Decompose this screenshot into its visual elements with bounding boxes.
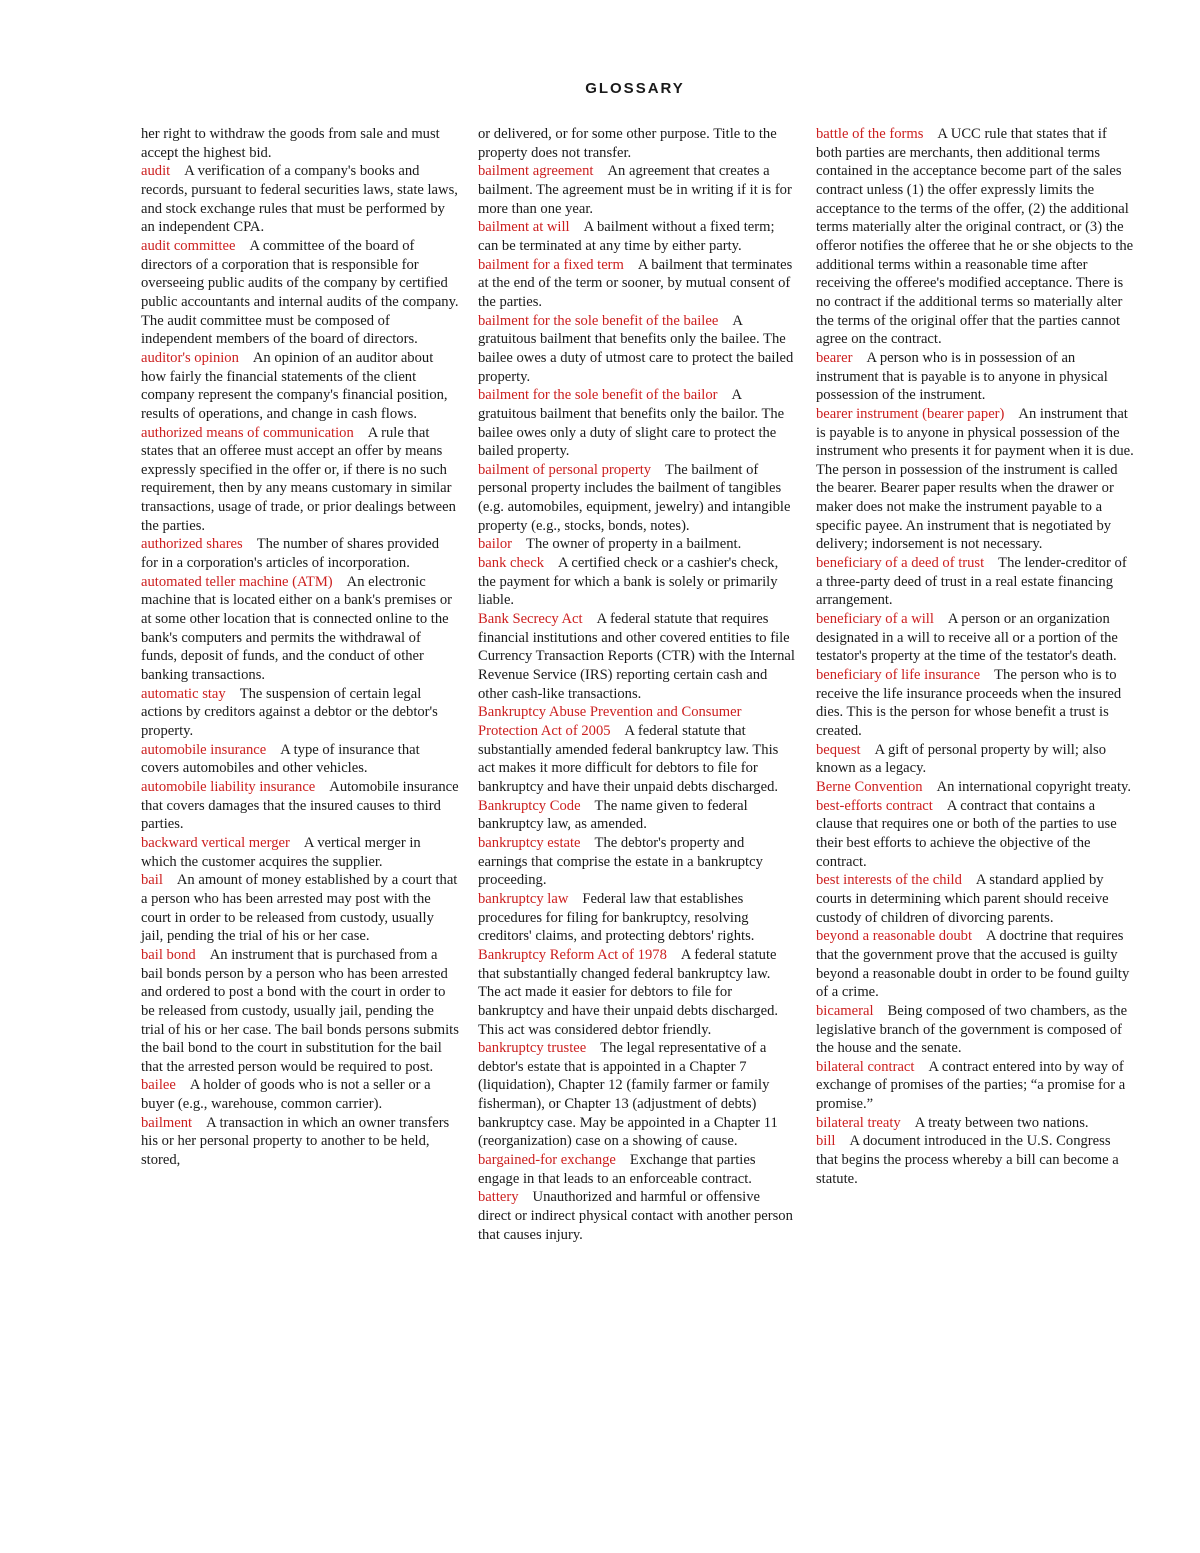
glossary-term: automobile liability insurance xyxy=(141,778,316,795)
glossary-entry xyxy=(816,610,1134,666)
glossary-term: backward vertical merger xyxy=(141,834,290,851)
glossary-term: Berne Convention xyxy=(816,778,923,795)
glossary-term: bearer instrument (bearer paper) xyxy=(816,405,1005,422)
glossary-entry xyxy=(478,1039,796,1151)
glossary-term: auditor's opinion xyxy=(141,349,239,366)
glossary-definition: The legal representative of a debtor's estate that is appointed in a Chapter 7 (liquidation), Chapter 12 (family farmer or family fisherman), or Chapter 13 (adjustment of debts) bankruptcy case. May be appointed in a Chapter 11 (reorganization) case on a showing of cause. xyxy=(478,1040,778,1150)
glossary-definition: A standard applied by courts in determining which parent should receive custody of children of divorcing parents. xyxy=(816,872,1109,926)
glossary-term: automatic stay xyxy=(141,685,226,702)
glossary-entry xyxy=(816,666,1134,741)
glossary-term: bankruptcy estate xyxy=(478,834,581,851)
glossary-entry xyxy=(478,703,796,796)
glossary-definition: A doctrine that requires that the government prove that the accused is guilty beyond a reasonable doubt in order to be found guilty of a crime. xyxy=(816,928,1130,1001)
glossary-definition: The person who is to receive the life insurance proceeds when the insured dies. This is the person for whose benefit a trust is created. xyxy=(816,667,1122,739)
glossary-term: bankruptcy law xyxy=(478,890,569,907)
glossary-definition: A treaty between two nations. xyxy=(914,1114,1089,1131)
glossary-definition: A vertical merger in which the customer acquires the supplier. xyxy=(141,834,421,870)
glossary-term: bailment for the sole benefit of the bailor xyxy=(478,387,718,404)
glossary-definition: A person or an organization designated in a will to receive all or a portion of the testator's property at the time of the testator's death. xyxy=(816,611,1118,665)
glossary-term: bank check xyxy=(478,555,545,572)
glossary-definition: A federal statute that substantially amended federal bankruptcy law. This act makes it more difficult for debtors to file for bankruptcy and have their unpaid debts discharged. xyxy=(478,723,779,795)
glossary-definition: A verification of a company's books and records, pursuant to federal securities laws, state laws, and stock exchange rules that must be performed by an independent CPA. xyxy=(141,163,458,236)
glossary-definition: An opinion of an auditor about how fairly the financial statements of the client company represent the company's financial position, results of operations, and change in cash flows. xyxy=(141,349,448,422)
glossary-term: automobile insurance xyxy=(141,741,267,758)
glossary-entry xyxy=(141,741,459,778)
glossary-entry xyxy=(478,162,796,218)
glossary-definition: her right to withdraw the goods from sale and must accept the highest bid. xyxy=(141,126,440,161)
glossary-definition: The owner of property in a bailment. xyxy=(526,536,742,553)
glossary-term: bearer xyxy=(816,349,853,366)
glossary-term: bailment for a fixed term xyxy=(478,256,624,273)
glossary-term: Bankruptcy Reform Act of 1978 xyxy=(478,946,667,963)
glossary-definition: An amount of money established by a court that a person who has been arrested may post with the court in order to be released from custody, usually jail, pending the trial of his or her case. xyxy=(141,872,458,945)
glossary-entry xyxy=(816,125,1134,349)
glossary-definition: An instrument that is payable is to anyone in physical possession of the instrument who presents it for payment when it is due. The person in possession of the instrument is called the bearer. Bearer paper results when the drawer or maker does not make the instrument payable to a specific payee. An instrument that is negotiated by delivery; indorsement is not necessary. xyxy=(816,405,1134,553)
glossary-entry xyxy=(141,1114,459,1170)
glossary-term: bailee xyxy=(141,1077,176,1094)
glossary-entry xyxy=(816,741,1134,778)
glossary-entry xyxy=(816,927,1134,1002)
glossary-term: bailment agreement xyxy=(478,163,594,180)
glossary-entry xyxy=(478,554,796,610)
glossary-definition: A certified check or a cashier's check, the payment for which a bank is solely or primarily liable. xyxy=(478,555,779,609)
glossary-entry xyxy=(141,424,459,536)
glossary-term: best interests of the child xyxy=(816,872,962,889)
glossary-entry xyxy=(141,349,459,424)
glossary-definition: A rule that states that an offeree must accept an offer by means expressly specified in the offer or, if there is no such requirement, then by any means customary in similar transactions, usage of trade, or prior dealings between the parties. xyxy=(141,424,456,534)
glossary-entry xyxy=(816,1114,1134,1133)
glossary-definition: A federal statute that requires financial institutions and other covered entities to file Currency Transaction Reports (CTR) with the Internal Revenue Service (IRS) reporting certain cash and other cash-like transactions. xyxy=(478,611,795,702)
glossary-definition: An agreement that creates a bailment. The agreement must be in writing if it is for more than one year. xyxy=(478,163,792,217)
glossary-term: beyond a reasonable doubt xyxy=(816,928,973,945)
glossary-entry xyxy=(478,1151,796,1188)
glossary-definition: A person who is in possession of an instrument that is payable is to anyone in physical possession of the instrument. xyxy=(816,349,1108,404)
page-title: GLOSSARY xyxy=(585,80,685,97)
glossary-term: battery xyxy=(478,1189,519,1206)
glossary-definition: The debtor's property and earnings that comprise the estate in a bankruptcy proceeding. xyxy=(478,834,763,889)
glossary-term: bailor xyxy=(478,536,513,553)
glossary-definition: A contract that contains a clause that requires one or both of the parties to use their best efforts to achieve the objective of the contract. xyxy=(816,797,1117,870)
glossary-term: bargained-for exchange xyxy=(478,1152,616,1169)
glossary-column-3 xyxy=(816,125,1134,1188)
glossary-entry xyxy=(141,871,459,946)
glossary-entry xyxy=(816,797,1134,872)
glossary-term: authorized shares xyxy=(141,536,243,553)
glossary-definition: The suspension of certain legal actions by creditors against a debtor or the debtor's property. xyxy=(141,685,438,739)
glossary-entry xyxy=(816,1002,1134,1058)
glossary-term: bailment of personal property xyxy=(478,461,652,478)
glossary-entry xyxy=(816,778,1134,797)
glossary-entry xyxy=(141,685,459,741)
glossary-definition: A UCC rule that states that if both parties are merchants, then additional terms contained in the acceptance become part of the sales contract unless (1) the offer expressly limits the acceptance to the terms of the offer, (2) the additional terms materially alter the original contract, or (3) the offeror notifies the offeree that he or she objects to the additional terms within a reasonable time after receiving the offeree's modified acceptance. There is no contract if the additional terms so materially alter the terms of the original offer that the parties cannot agree on the contract. xyxy=(816,126,1134,348)
glossary-term: bail bond xyxy=(141,946,196,963)
glossary-definition: Unauthorized and harmful or offensive direct or indirect physical contact with another person that causes injury. xyxy=(478,1189,793,1243)
glossary-definition: A document introduced in the U.S. Congress that begins the process whereby a bill can become a statute. xyxy=(816,1133,1119,1187)
glossary-entry xyxy=(478,1188,796,1244)
glossary-entry xyxy=(478,797,796,834)
glossary-term: bailment for the sole benefit of the bailee xyxy=(478,312,719,329)
glossary-definition: A transaction in which an owner transfers his or her personal property to another to be held, stored, xyxy=(141,1114,450,1169)
glossary-definition: The lender-creditor of a three-party deed of trust in a real estate financing arrangement. xyxy=(816,555,1127,609)
glossary-entry xyxy=(478,610,796,703)
glossary-entry xyxy=(816,554,1134,610)
glossary-entry xyxy=(478,125,796,162)
glossary-definition: Federal law that establishes procedures for filing for bankruptcy, resolving creditors' claims, and protecting debtors' rights. xyxy=(478,890,755,945)
glossary-entry xyxy=(478,312,796,387)
glossary-entry xyxy=(141,535,459,572)
glossary-entry xyxy=(478,461,796,536)
glossary-term: bailment xyxy=(141,1114,193,1131)
glossary-definition: or delivered, or for some other purpose. Title to the property does not transfer. xyxy=(478,126,777,161)
glossary-column-1 xyxy=(141,125,459,1170)
glossary-entry xyxy=(478,834,796,890)
glossary-entry xyxy=(141,237,459,349)
glossary-definition: The bailment of personal property includes the bailment of tangibles (e.g. automobiles, equipment, jewelry) and intangible property (e.g., stocks, bonds, notes). xyxy=(478,461,791,534)
glossary-definition: A gratuitous bailment that benefits only the bailor. The bailee owes only a duty of slight care to protect the bailed property. xyxy=(478,387,785,460)
glossary-definition: An electronic machine that is located either on a bank's premises or at some other location that is connected online to the bank's computers and permits the withdrawal of funds, deposit of funds, and the conduct of other banking transactions. xyxy=(141,573,453,684)
glossary-definition: A type of insurance that covers automobiles and other vehicles. xyxy=(141,741,420,777)
glossary-definition: Exchange that parties engage in that leads to an enforceable contract. xyxy=(478,1152,756,1187)
glossary-entry xyxy=(478,386,796,461)
glossary-definition: A bailment that terminates at the end of the term or sooner, by mutual consent of the parties. xyxy=(478,256,793,310)
glossary-term: bilateral treaty xyxy=(816,1114,901,1131)
glossary-definition: A bailment without a fixed term; can be terminated at any time by either party. xyxy=(478,219,775,254)
glossary-term: audit committee xyxy=(141,237,236,254)
glossary-term: bill xyxy=(816,1133,836,1150)
glossary-term: Bank Secrecy Act xyxy=(478,611,583,628)
glossary-term: battle of the forms xyxy=(816,126,924,142)
glossary-entry xyxy=(141,573,459,685)
glossary-entry xyxy=(141,946,459,1077)
glossary-definition: A contract entered into by way of exchange of promises of the parties; “a promise for a promise.” xyxy=(816,1058,1126,1113)
glossary-entry xyxy=(816,871,1134,927)
glossary-term: bilateral contract xyxy=(816,1058,915,1075)
glossary-definition: Automobile insurance that covers damages that the insured causes to third parties. xyxy=(141,778,459,833)
glossary-column-2 xyxy=(478,125,796,1244)
glossary-entry xyxy=(816,349,1134,405)
glossary-entry xyxy=(816,1058,1134,1114)
glossary-definition: The name given to federal bankruptcy law, as amended. xyxy=(478,797,748,833)
glossary-entry xyxy=(478,535,796,554)
glossary-entry xyxy=(816,1132,1134,1188)
glossary-entry xyxy=(141,125,459,162)
glossary-definition: An international copyright treaty. xyxy=(936,778,1131,795)
glossary-entry xyxy=(478,256,796,312)
glossary-term: Bankruptcy Abuse Prevention and Consumer Protection Act of 2005 xyxy=(478,704,742,739)
glossary-entry xyxy=(816,405,1134,554)
glossary-definition: An instrument that is purchased from a bail bonds person by a person who has been arrested and ordered to post a bond with the court in order to be released from custody, usually jail, pending the trial of his or her case. The bail bonds persons submits the bail bond to the court in substitution for the bail that the arrested person would be required to post. xyxy=(141,946,459,1075)
glossary-entry xyxy=(478,218,796,255)
glossary-term: best-efforts contract xyxy=(816,797,933,814)
glossary-term: beneficiary of life insurance xyxy=(816,667,981,684)
glossary-term: beneficiary of a will xyxy=(816,611,934,628)
glossary-term: bankruptcy trustee xyxy=(478,1040,587,1057)
glossary-term: bailment at will xyxy=(478,219,570,236)
glossary-entry xyxy=(478,946,796,1039)
glossary-term: bequest xyxy=(816,741,861,758)
glossary-definition: A holder of goods who is not a seller or a buyer (e.g., warehouse, common carrier). xyxy=(141,1077,431,1113)
glossary-term: bail xyxy=(141,872,163,889)
glossary-entry xyxy=(141,162,459,237)
glossary-term: bicameral xyxy=(816,1002,874,1019)
glossary-entry xyxy=(478,890,796,946)
glossary-term: audit xyxy=(141,163,171,180)
glossary-term: authorized means of communication xyxy=(141,424,354,441)
glossary-definition: The number of shares provided for in a corporation's articles of incorporation. xyxy=(141,536,440,572)
glossary-term: Bankruptcy Code xyxy=(478,797,581,814)
glossary-definition: A committee of the board of directors of a corporation that is responsible for overseeing public audits of the company by certified public accountants and internal audits of the company. The audit committee must be composed of independent members of the board of directors. xyxy=(141,237,459,348)
glossary-entry xyxy=(141,834,459,871)
glossary-entry xyxy=(141,1076,459,1113)
glossary-entry xyxy=(141,778,459,834)
glossary-definition: A gift of personal property by will; also known as a legacy. xyxy=(816,741,1107,777)
glossary-definition: Being composed of two chambers, as the legislative branch of the government is composed of the house and the senate. xyxy=(816,1002,1128,1057)
glossary-definition: A federal statute that substantially changed federal bankruptcy law. The act made it easier for debtors to file for bankruptcy and have their unpaid debts discharged. This act was considered debtor friendly. xyxy=(478,946,779,1038)
glossary-definition: A gratuitous bailment that benefits only the bailee. The bailee owes a duty of utmost care to protect the bailed property. xyxy=(478,312,794,385)
glossary-term: beneficiary of a deed of trust xyxy=(816,555,985,572)
glossary-term: automated teller machine (ATM) xyxy=(141,573,333,590)
